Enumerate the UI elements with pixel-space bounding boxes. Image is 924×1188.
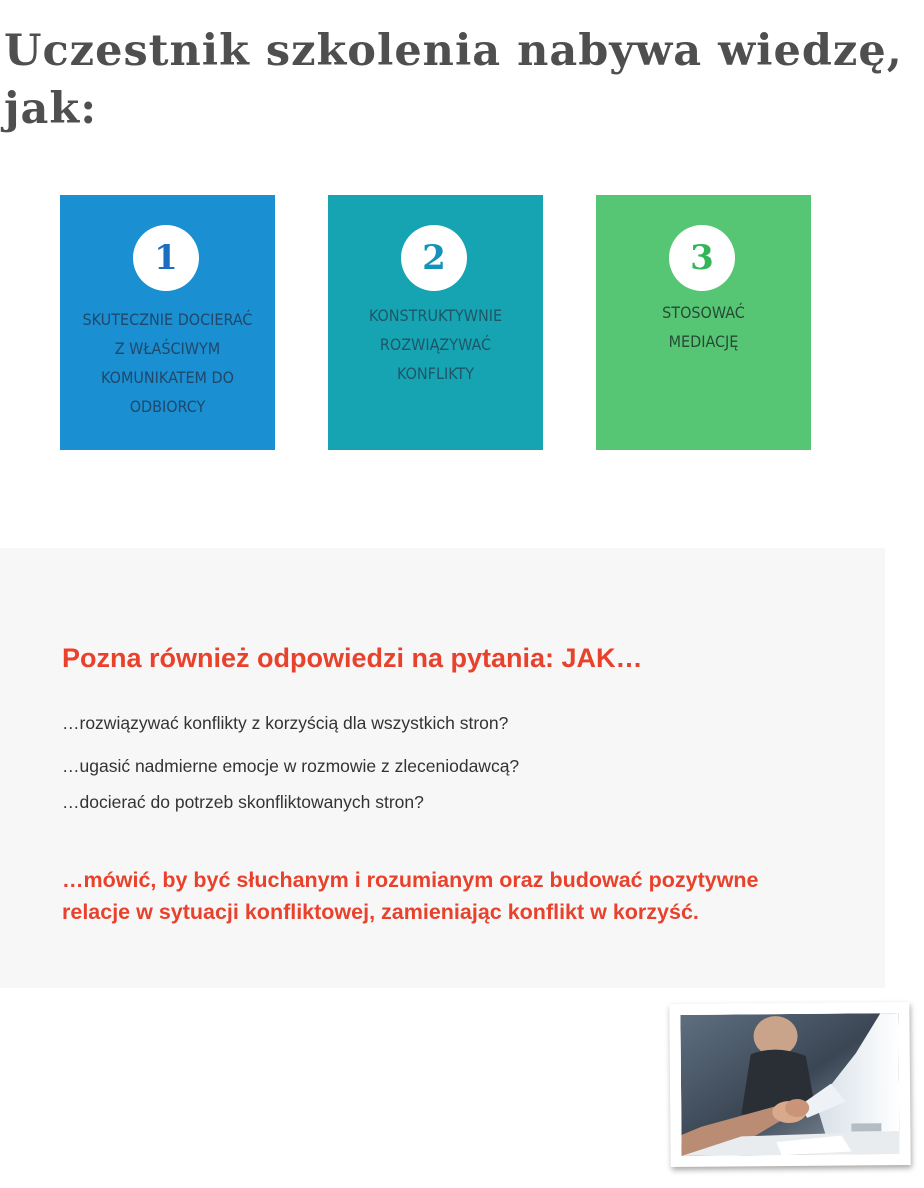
question-item: …docierać do potrzeb skonfliktowanych stron? — [62, 792, 424, 812]
card-text: SKUTECZNIE DOCIERAĆ Z WŁAŚCIWYM KOMUNIKATEM DO ODBIORCY — [82, 310, 253, 416]
question-item: …rozwiązywać konflikty z korzyścią dla wszystkich stron? — [62, 713, 509, 733]
page-title: Uczestnik szkolenia nabywa wiedzę, jak: — [4, 26, 903, 134]
card-3 — [596, 195, 811, 450]
closing-statement: …mówić, by być słuchanym i rozumianym oraz budować pozytywne relacje w sytuacji konfliktowej, zamieniając konflikt w korzyść. — [62, 868, 759, 924]
card-text: KONSTRUKTYWNIE ROZWIĄZYWAĆ KONFLIKTY — [368, 306, 503, 383]
photo-frame — [669, 1002, 910, 1167]
card-2 — [328, 195, 543, 450]
card-number-badge: 2 — [401, 225, 467, 291]
questions-heading: Pozna również odpowiedzi na pytania: JAK… — [62, 643, 643, 673]
question-item: …ugasić nadmierne emocje w rozmowie z zleceniodawcą? — [62, 756, 520, 776]
card-number-badge: 1 — [133, 225, 199, 291]
card-number-badge: 3 — [669, 225, 735, 291]
card-text: STOSOWAĆ MEDIACJĘ — [662, 303, 745, 351]
card-1 — [60, 195, 275, 450]
handshake-photo — [680, 1013, 899, 1156]
handshake-illustration — [680, 1013, 899, 1156]
